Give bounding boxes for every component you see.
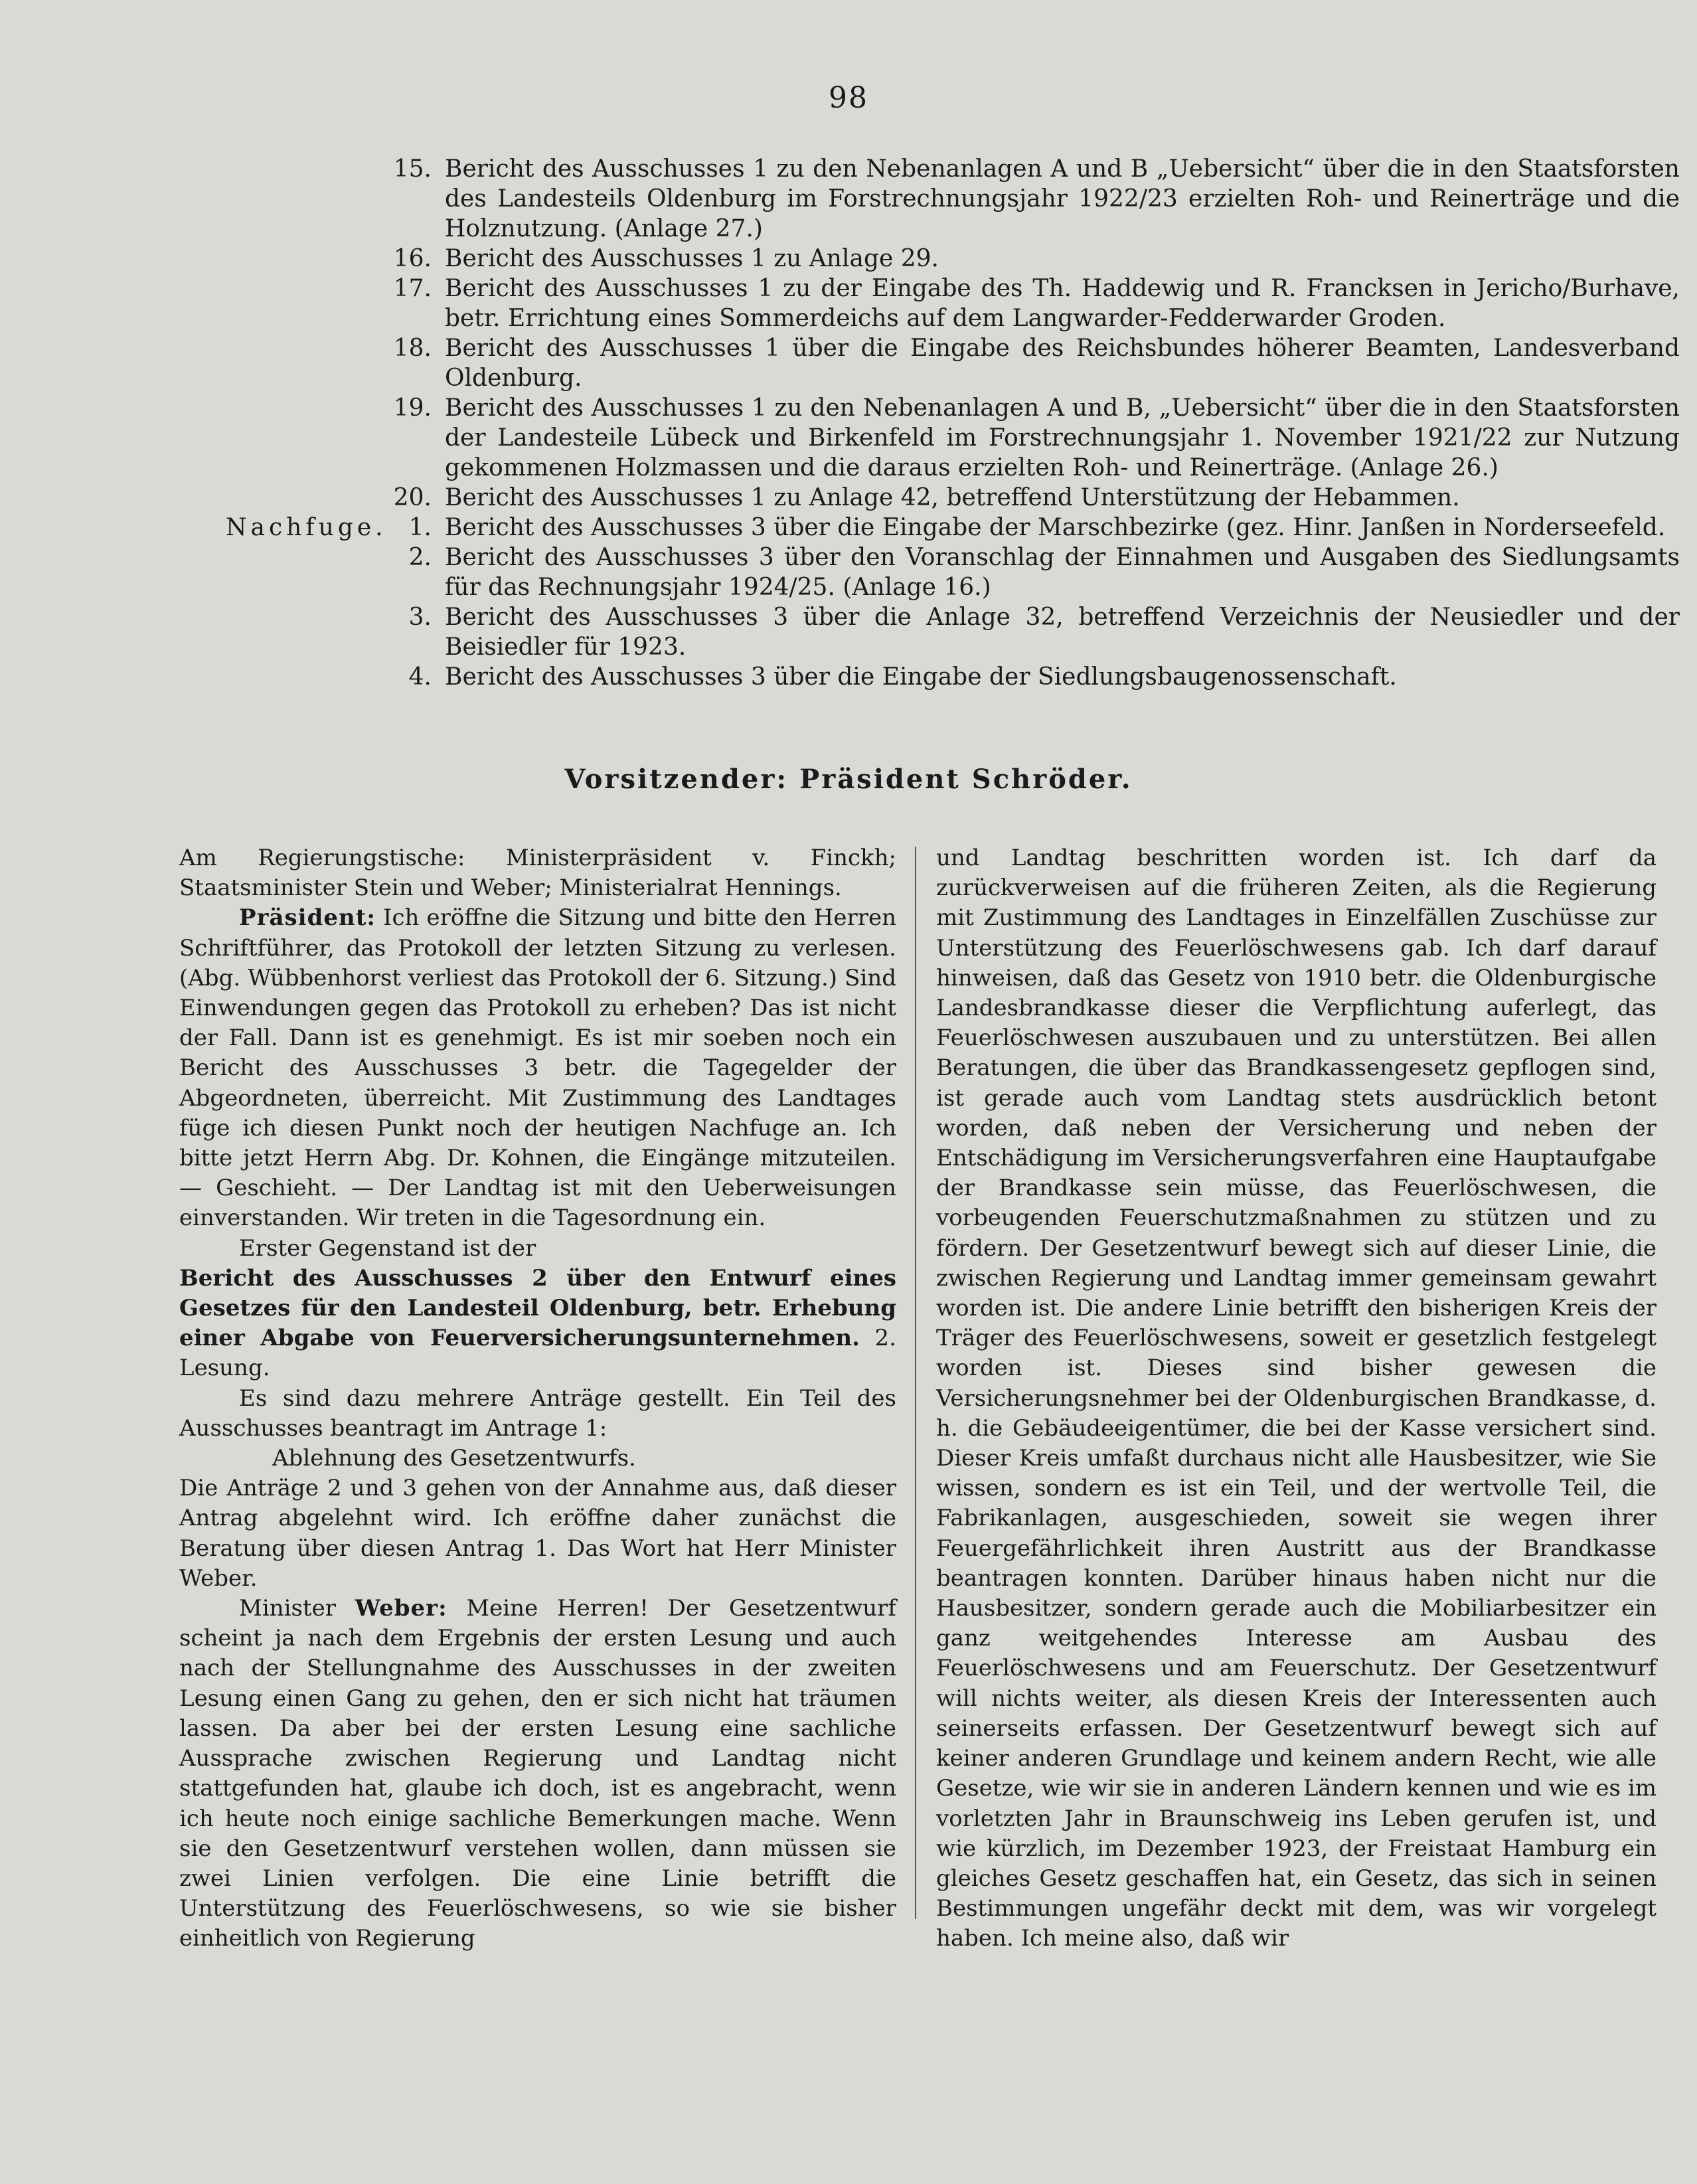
- column-divider: [915, 847, 916, 1919]
- paragraph-text: Meine Herren! Der Gesetzentwurf scheint ja nach dem Ergebnis der ersten Lesung und auch nach der Stellungnahme des Ausschusses in der zweiten Lesung einen Gang zu gehen, den er sich nicht hat träumen lassen. Da aber bei der ersten Lesung eine sachliche Aussprache zwischen Regierung und Landtag nicht stattgefunden hat, glaube ich doch, ist es angebracht, wenn ich heute noch einige sachliche Bemerkungen mache. Wenn sie den Gesetzentwurf verstehen wollen, dann müssen sie zwei Linien verfolgen. Die eine Linie betrifft die Unterstützung des Feuerlöschwesens, so wie sie bisher einheitlich von Regierung: [179, 1595, 896, 1952]
- nachfuge-item: [219, 602, 1680, 662]
- agenda-item-number: 3.: [408, 604, 432, 631]
- nachfuge-item: [219, 662, 1680, 692]
- agenda-item-text: Bericht des Ausschusses 3 über den Voranschlag der Einnahmen und Ausgaben des Siedlungsamts für das Rechnungsjahr 1924/25. (Anlage 16.): [445, 544, 1680, 601]
- topic-title: Bericht des Ausschusses 2 über den Entwurf eines Gesetzes für den Landesteil Oldenburg, betr. Erhebung einer Abgabe von Feuerversicherungsunternehmen.: [179, 1264, 896, 1352]
- paragraph: und Landtag beschritten worden ist. Ich darf da zurückverweisen auf die früheren Zeiten, als die Regierung mit Zustimmung des Landtages in Einzelfällen Zuschüsse zur Unterstützung des Feuerlöschwesens gab. Ich darf darauf hinweisen, daß das Gesetz von 1910 betr. die Oldenburgische Landesbrandkasse dieser die Verpflichtung auferlegt, das Feuerlöschwesen auszubauen und zu unterstützen. Bei allen Beratungen, die über das Brandkassengesetz gepflogen sind, ist gerade auch vom Landtag stets ausdrücklich betont worden, daß neben der Versicherung und neben der Entschädigung im Versicherungsverfahren eine Hauptaufgabe der Brandkasse sein müsse, das Feuerlöschwesen, die vorbeugenden Feuerschutzmaßnahmen zu stützen und zu fördern. Der Gesetzentwurf bewegt sich auf dieser Linie, die zwischen Regierung und Landtag immer gemeinsam gewahrt worden ist. Die andere Linie betrifft den bisherigen Kreis der Träger des Feuerlöschwesens, soweit er gesetzlich festgelegt worden ist. Dieses sind bisher gewesen die Versicherungsnehmer bei der Oldenburgischen Brandkasse, d. h. die Gebäudeeigentümer, die bei der Kasse versichert sind. Dieser Kreis umfaßt durchaus nicht alle Hausbesitzer, wie Sie wissen, sondern es ist ein Teil, und der wertvolle Teil, die Fabrikanlagen, ausgeschieden, soweit sie wegen ihrer Feuergefährlichkeit ihren Austritt aus der Brandkasse beantragen konnten. Darüber hinaus haben nicht nur die Hausbesitzer, sondern gerade auch die Mobiliarbesitzer ein ganz weitgehendes Interesse am Ausbau des Feuerlöschwesens und am Feuerschutz. Der Gesetzentwurf will nichts weiter, als diesen Kreis der Interessenten auch seinerseits erfassen. Der Gesetzentwurf bewegt sich auf keiner anderen Grundlage und keinem andern Recht, wie alle Gesetze, wie wir sie in anderen Ländern kennen und wie es im vorletzten Jahr in Braunschweig ins Leben gerufen ist, und wie kürzlich, im Dezember 1923, der Freistaat Hamburg ein gleiches Gesetz geschaffen hat, ein Gesetz, das sich in seinen Bestimmungen ungefähr deckt mit dem, was wir vorgelegt haben. Ich meine also, daß wir: [936, 845, 1657, 1952]
- agenda-list: [219, 154, 1680, 692]
- nachfuge-label: Nachfuge.: [226, 514, 387, 541]
- agenda-item-number: 16.: [393, 245, 432, 272]
- agenda-item-text: Bericht des Ausschusses 1 zu den Nebenanlagen A und B „Uebersicht“ über die in den Staatsforsten des Landesteils Oldenburg im Forstrechnungsjahr 1922/23 erzielten Roh- und Reinerträge und die Holznutzung. (Anlage 27.): [445, 155, 1680, 242]
- agenda-item: [219, 244, 1680, 274]
- agenda-item-number: 4.: [408, 663, 432, 691]
- paragraph: Es sind dazu mehrere Anträge gestellt. Ein Teil des Ausschusses beantragt im Antrage 1:: [179, 1385, 896, 1442]
- agenda-item-text: Bericht des Ausschusses 3 über die Anlage 32, betreffend Verzeichnis der Neusiedler und der Beisiedler für 1923.: [445, 604, 1680, 661]
- agenda-item: [219, 154, 1680, 244]
- agenda-item-number: 1.: [408, 514, 432, 541]
- agenda-item: [219, 393, 1680, 483]
- speaker-name: Präsident:: [239, 904, 376, 932]
- agenda-item: [219, 274, 1680, 333]
- attendance-paragraph: Am Regierungstische: Ministerpräsident v. Finckh; Staatsminister Stein und Weber; Ministerialrat Hennings.: [179, 845, 896, 902]
- paragraph-text: Ich eröffne die Sitzung und bitte den Herren Schriftführer, das Protokoll der letzten Sitzung zu verlesen. (Abg. Wübbenhorst verliest das Protokoll der 6. Sitzung.) Sind Einwendungen gegen das Protokoll zu erheben? Das ist nicht der Fall. Dann ist es genehmigt. Es ist mir soeben noch ein Bericht des Ausschusses 3 betr. die Tagegelder der Abgeordneten, überreicht. Mit Zustimmung des Landtages füge ich diesen Punkt noch der heutigen Nachfuge an. Ich bitte jetzt Herrn Abg. Dr. Kohnen, die Eingänge mitzuteilen. — Geschieht. — Der Landtag ist mit den Ueberweisungen einverstanden. Wir treten in die Tagesordnung ein.: [179, 904, 896, 1232]
- paragraph: [179, 903, 896, 1233]
- paragraph: [179, 1594, 896, 1954]
- agenda-item-text: Bericht des Ausschusses 3 über die Eingabe der Siedlungsbaugenossenschaft.: [445, 663, 1397, 691]
- speaker-title: Minister: [239, 1595, 355, 1622]
- agenda-item-number: 15.: [393, 155, 432, 183]
- agenda-item-number: 20.: [393, 484, 432, 511]
- agenda-item-text: Bericht des Ausschusses 1 zu der Eingabe des Th. Haddewig und R. Francksen in Jericho/Burhave, betr. Errichtung eines Sommerdeichs auf dem Langwarder-Fedderwarder Groden.: [445, 275, 1680, 332]
- agenda-item-number: 2.: [408, 544, 432, 571]
- right-column: [936, 843, 1657, 1954]
- agenda-item-text: Bericht des Ausschusses 1 über die Eingabe des Reichsbundes höherer Beamten, Landesverband Oldenburg.: [445, 335, 1680, 392]
- agenda-item-text: Bericht des Ausschusses 1 zu Anlage 29.: [445, 245, 939, 272]
- page-number: 98: [829, 81, 868, 115]
- agenda-item-number: 18.: [393, 335, 432, 362]
- agenda-item-text: Bericht des Ausschusses 1 zu Anlage 42, betreffend Unterstützung der Hebammen.: [445, 484, 1460, 511]
- nachfuge-item: [219, 543, 1680, 602]
- agenda-item: [219, 333, 1680, 393]
- agenda-item-text: Bericht des Ausschusses 3 über die Eingabe der Marschbezirke (gez. Hinr. Janßen in Norderseefeld.: [445, 514, 1666, 541]
- agenda-item-text: Bericht des Ausschusses 1 zu den Nebenanlagen A und B, „Uebersicht“ über die in den Staatsforsten der Landesteile Lübeck und Birkenfeld im Forstrechnungsjahr 1. November 1921/22 zur Nutzung gekommenen Holzmassen und die daraus erzielten Roh- und Reinerträge. (Anlage 26.): [445, 394, 1680, 481]
- agenda-item: [219, 483, 1680, 513]
- agenda-item-number: 19.: [393, 394, 432, 422]
- topic-reading: 2. Lesung.: [179, 1325, 896, 1382]
- agenda-topic: [179, 1264, 896, 1384]
- speaker-name: Weber:: [355, 1595, 447, 1622]
- paragraph: Erster Gegenstand ist der: [239, 1234, 536, 1262]
- left-column: [179, 843, 896, 1954]
- paragraph: Die Anträge 2 und 3 gehen von der Annahme aus, daß dieser Antrag abgelehnt wird. Ich eröffne daher zunächst die Beratung über diesen Antrag 1. Das Wort hat Herr Minister Weber.: [179, 1475, 896, 1592]
- chair-heading: Vorsitzender: Präsident Schröder.: [564, 764, 1133, 795]
- motion-text: Ablehnung des Gesetzentwurfs.: [272, 1445, 636, 1472]
- agenda-item-number: 17.: [393, 275, 432, 302]
- nachfuge-item: [219, 513, 1680, 543]
